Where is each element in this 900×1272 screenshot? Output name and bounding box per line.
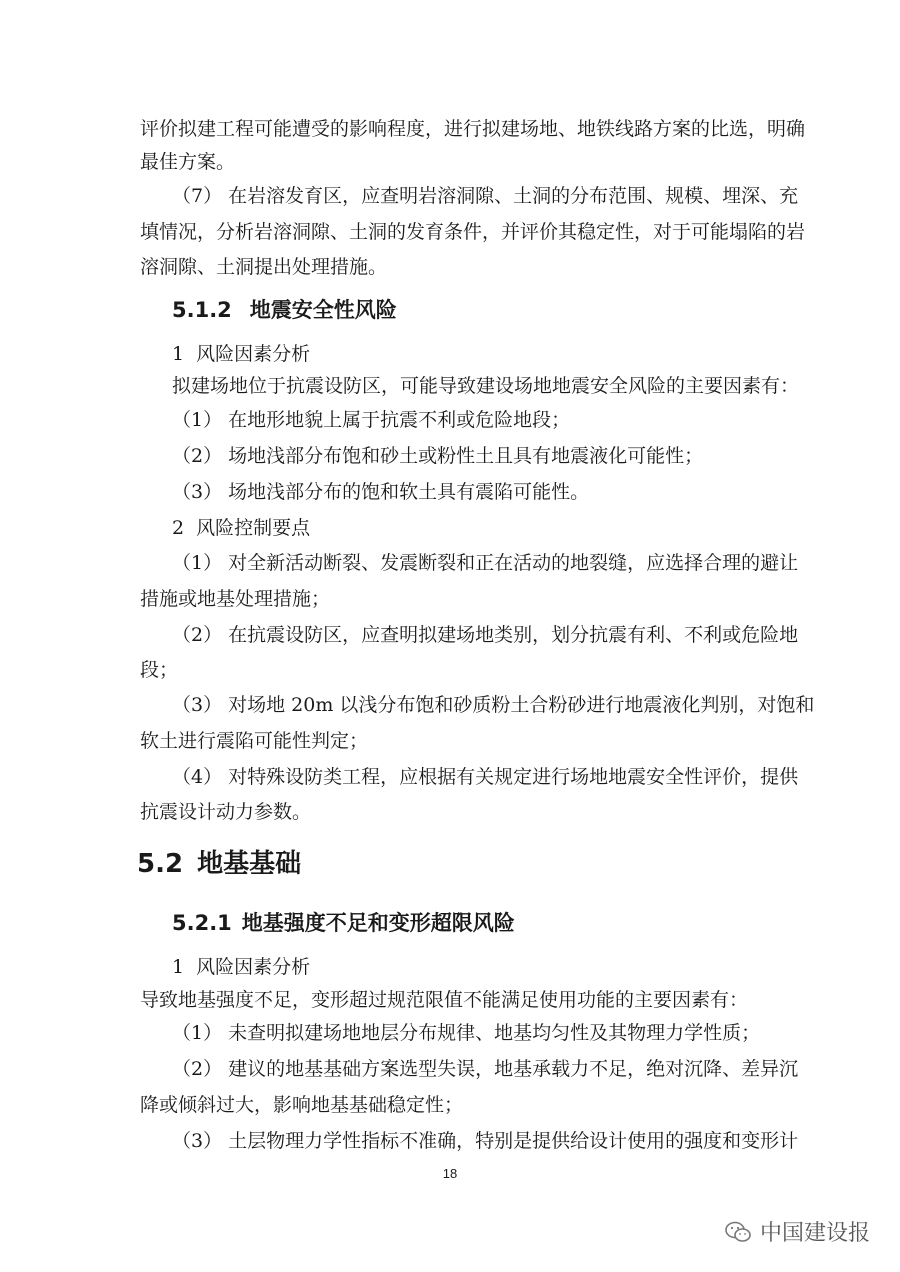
- paragraph-line: （7） 在岩溶发育区，应查明岩溶洞隙、土洞的分布范围、规模、埋深、充: [172, 185, 799, 207]
- paragraph-line: 最佳方案。: [140, 151, 236, 173]
- list-item: （2） 建议的地基基础方案选型失误，地基承载力不足，绝对沉降、差异沉: [172, 1058, 799, 1080]
- list-item: （1） 对全新活动断裂、发震断裂和正在活动的地裂缝，应选择合理的避让: [172, 552, 799, 574]
- section-number: 5.2: [137, 849, 184, 879]
- subsection-label: 1 风险因素分析: [172, 956, 311, 978]
- list-item: （3） 土层物理力学性指标不准确，特别是提供给设计使用的强度和变形计: [172, 1130, 799, 1152]
- wechat-icon: [724, 1220, 752, 1244]
- section-heading-5-2-1: [172, 910, 515, 936]
- watermark: [724, 1216, 870, 1247]
- paragraph-line: 措施或地基处理措施；: [140, 588, 331, 610]
- list-item: （3） 场地浅部分布的饱和软土具有震陷可能性。: [172, 481, 590, 503]
- list-item: （2） 在抗震设防区，应查明拟建场地类别，划分抗震有利、不利或危险地: [172, 624, 799, 646]
- subsection-label: 1 风险因素分析: [172, 343, 311, 365]
- paragraph-line: 软土进行震陷可能性判定；: [140, 730, 369, 752]
- list-item: （4） 对特殊设防类工程，应根据有关规定进行场地地震安全性评价，提供: [172, 766, 799, 788]
- subsection-label: 2 风险控制要点: [172, 517, 311, 539]
- list-item: （1） 未查明拟建场地地层分布规律、地基均匀性及其物理力学性质；: [172, 1022, 761, 1044]
- section-title: 地基强度不足和变形超限风险: [241, 911, 515, 935]
- watermark-text: 中国建设报: [759, 1221, 870, 1246]
- paragraph-line: 拟建场地位于抗震设防区，可能导致建设场地地震安全风险的主要因素有：: [172, 375, 800, 397]
- section-number: 5.2.1: [172, 911, 232, 935]
- list-item: （3） 对场地 20m 以浅分布饱和砂质粉土合粉砂进行地震液化判别，对饱和: [172, 694, 815, 716]
- section-number: 5.1.2: [172, 298, 232, 322]
- paragraph-line: 溶洞隙、土洞提出处理措施。: [140, 256, 388, 278]
- paragraph-line: 填情况，分析岩溶洞隙、土洞的发育条件，并评价其稳定性，对于可能塌陷的岩: [140, 221, 806, 243]
- section-title: 地基基础: [197, 849, 302, 879]
- list-item: （2） 场地浅部分布饱和砂土或粉性土且具有地震液化可能性；: [172, 445, 704, 467]
- paragraph-line: 导致地基强度不足，变形超过规范限值不能满足使用功能的主要因素有：: [140, 989, 749, 1011]
- page-number: 18: [442, 1166, 458, 1181]
- paragraph-line: 评价拟建工程可能遭受的影响程度，进行拟建场地、地铁线路方案的比选，明确: [140, 118, 806, 140]
- list-item: （1） 在地形地貌上属于抗震不利或危险地段；: [172, 409, 571, 431]
- section-title: 地震安全性风险: [249, 298, 397, 322]
- paragraph-line: 抗震设计动力参数。: [140, 801, 312, 823]
- paragraph-line: 段；: [140, 659, 179, 681]
- section-heading-5-1-2: [172, 297, 397, 323]
- paragraph-line: 降或倾斜过大，影响地基基础稳定性；: [140, 1094, 464, 1116]
- section-heading-5-2: [137, 848, 301, 880]
